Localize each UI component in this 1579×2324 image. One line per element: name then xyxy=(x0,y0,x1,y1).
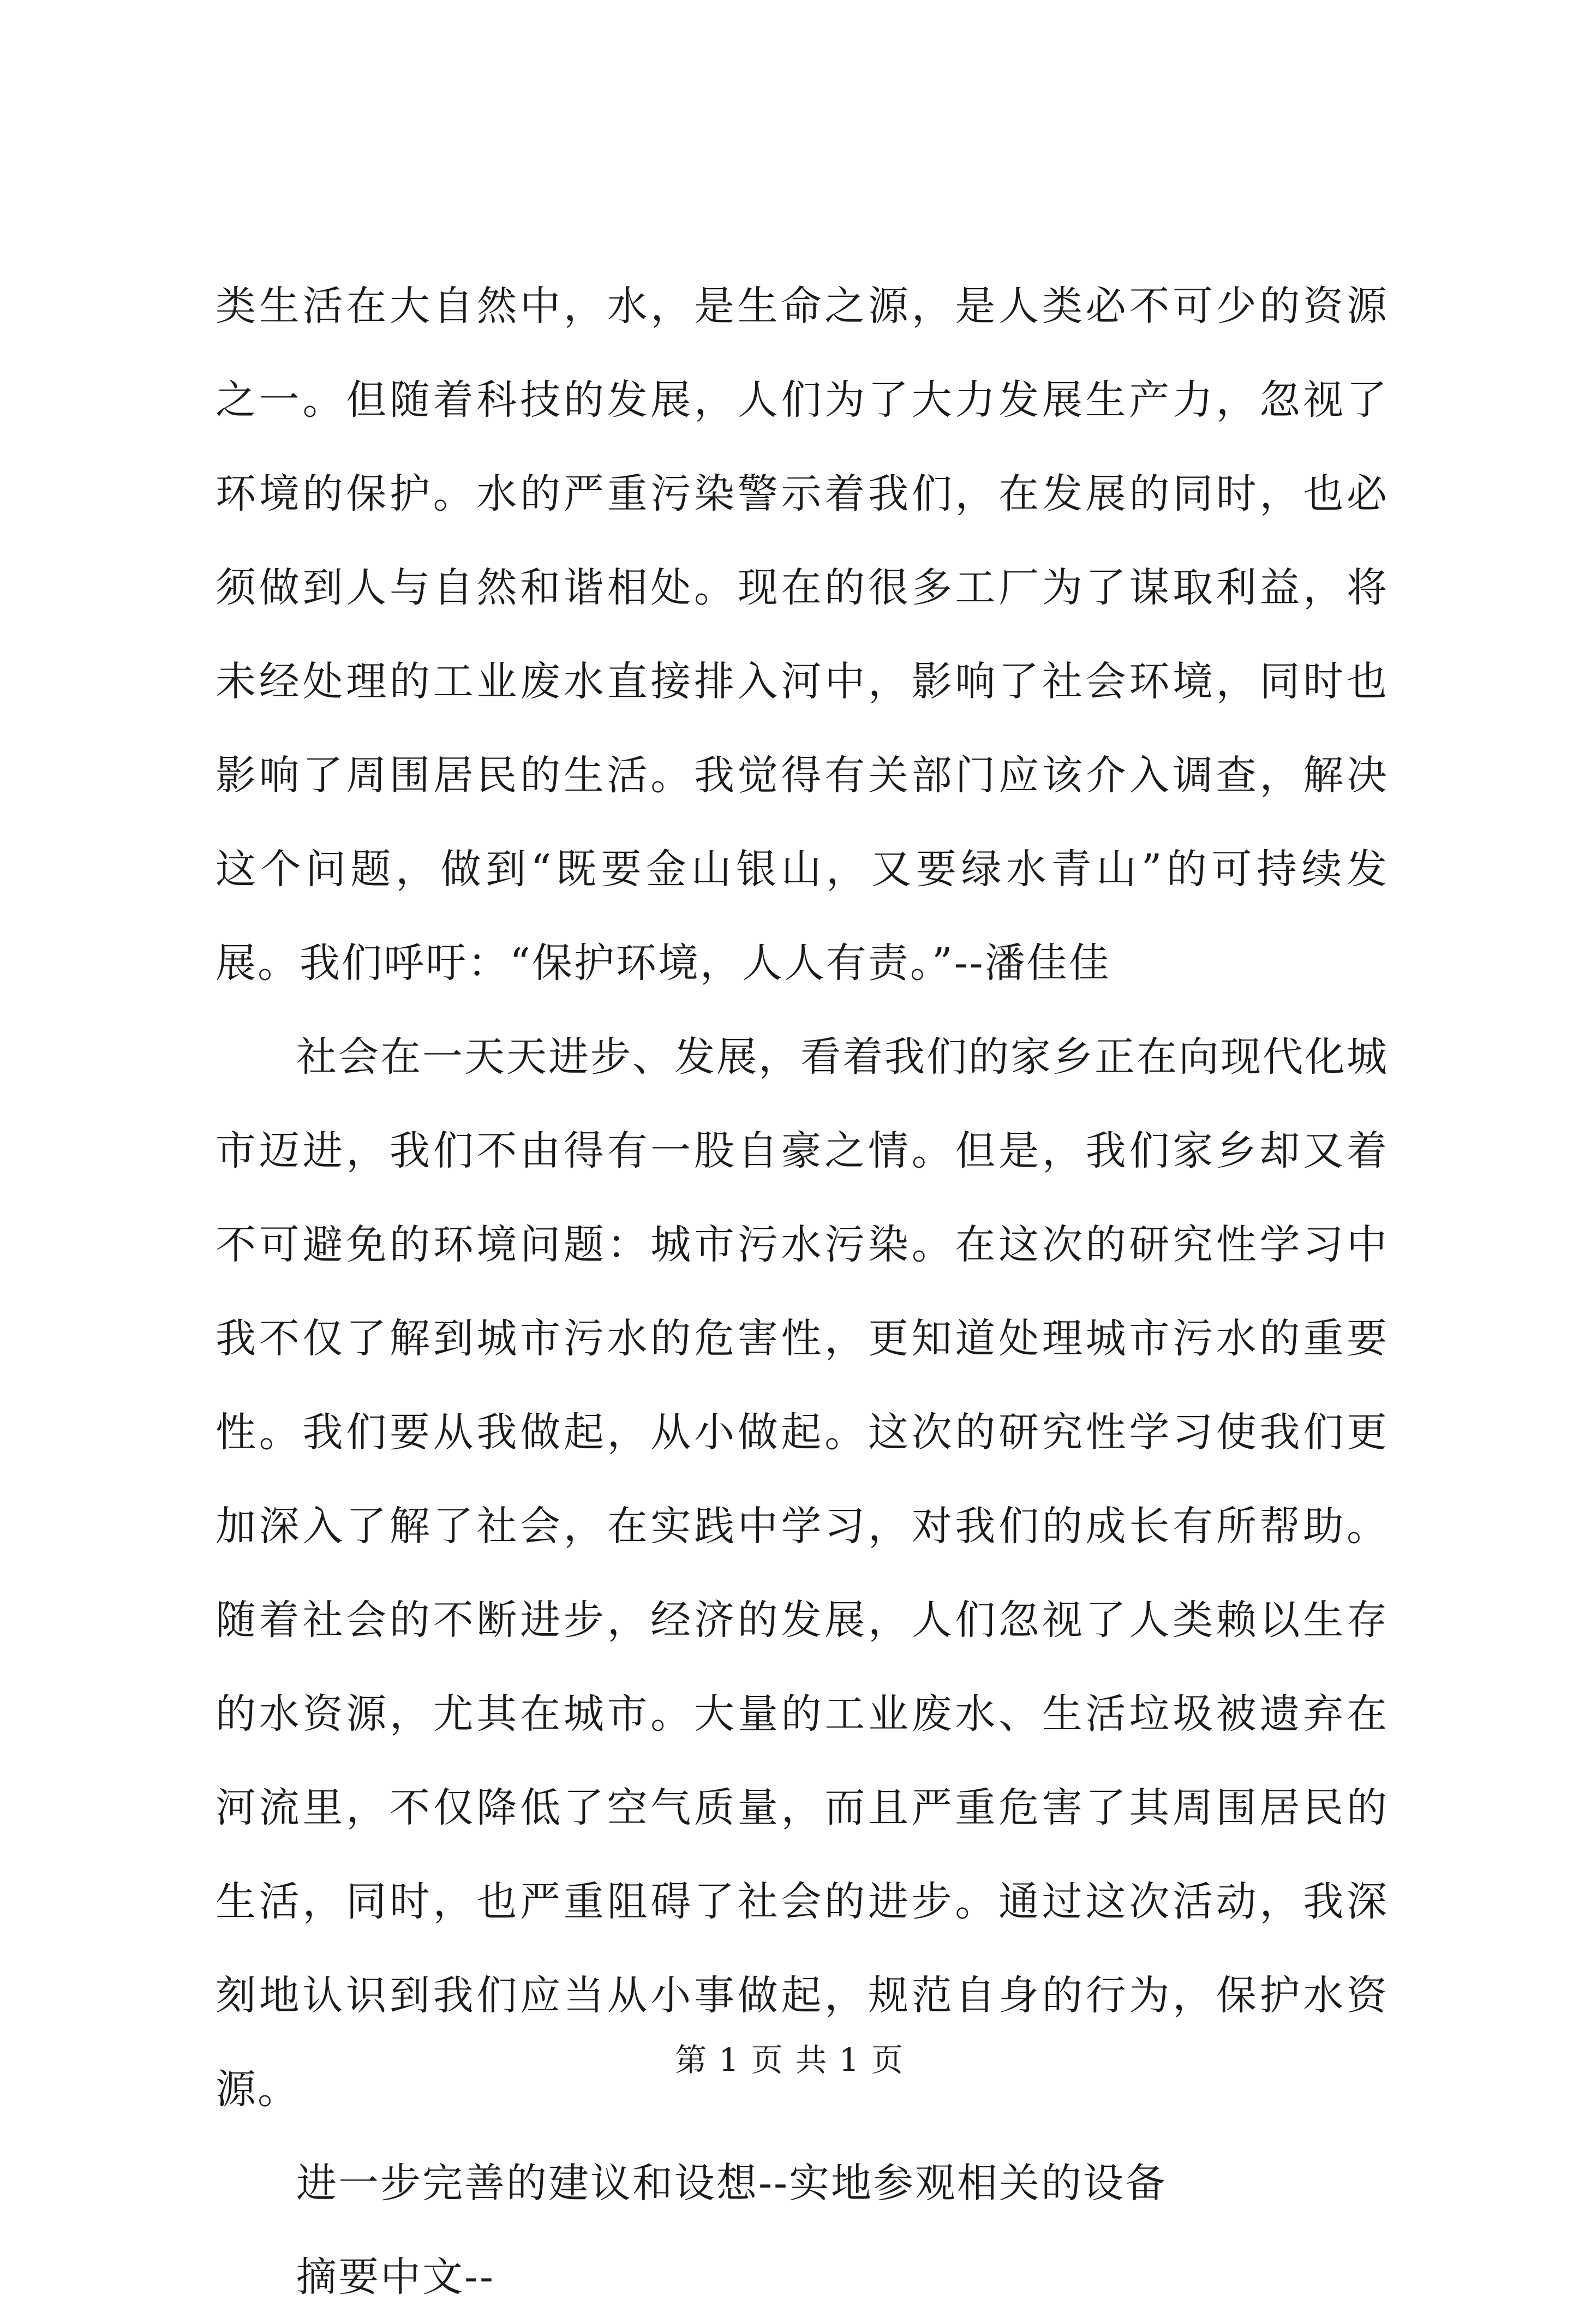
page-footer: 第 1 页 共 1 页 xyxy=(675,2041,904,2078)
paragraph-3: 进一步完善的建议和设想--实地参观相关的设备 xyxy=(296,2160,1168,2207)
paragraph-1: 类生活在大自然中，水，是生命之源，是人类必不可少的资源之一。但随着科技的发展，人们为了大力发展生产力，忽视了环境的保护。水的严重污染警示着我们，在发展的同时，也必须做到人与自然和谐相处。现在的很多工厂为了谋取利益，将未经处理的工业废水直接排入河中，影响了社会环境，同时也影响了周围居民的生活。我觉得有关部门应该介入调查，解决这个问题，做到“既要金山银山，又要绿水青山”的可持续发展。我们呼吁：“保护环境，人人有责。”--潘佳佳 xyxy=(216,283,1389,987)
document-body xyxy=(216,259,1389,2324)
paragraph-4: 摘要中文-- xyxy=(296,2254,495,2301)
paragraph-2: 社会在一天天进步、发展，看着我们的家乡正在向现代化城市迈进，我们不由得有一股自豪之情。但是，我们家乡却又着不可避免的环境问题：城市污水污染。在这次的研究性学习中我不仅了解到城市污水的危害性，更知道处理城市污水的重要性。我们要从我做起，从小做起。这次的研究性学习使我们更加深入了解了社会，在实践中学习，对我们的成长有所帮助。随着社会的不断进步，经济的发展，人们忽视了人类赖以生存的水资源，尤其在城市。大量的工业废水、生活垃圾被遗弃在河流里，不仅降低了空气质量，而且严重危害了其周围居民的生活，同时，也严重阻碍了社会的进步。通过这次活动，我深刻地认识到我们应当从小事做起，规范自身的行为，保护水资源。 xyxy=(216,1033,1389,2113)
